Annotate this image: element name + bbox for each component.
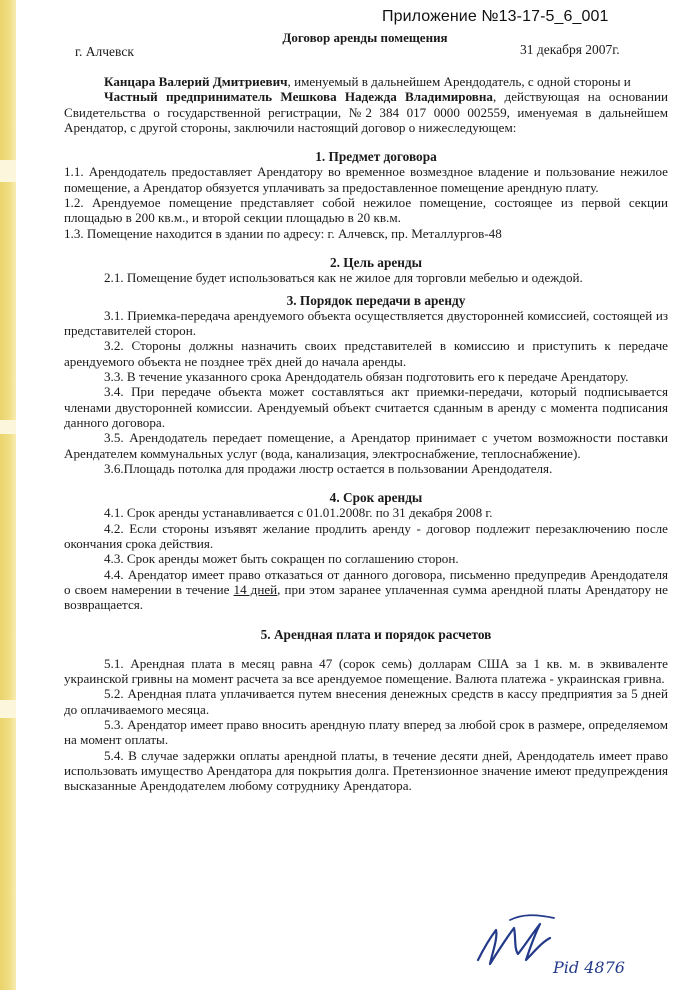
clause-3-5: 3.5. Арендодатель передает помещение, а Арендатор принимает с учетом возможности поставки Арендателем коммунальных услуг (вода, канализация, электроснабжение, теплоснабжение). [64,430,668,461]
clause-3-1: 3.1. Приемка-передача арендуемого объекта осуществляется двусторонней комиссией, состоящей из представителей сторон. [64,307,668,339]
section-4-title: 4. Срок аренды [329,490,423,506]
clause-3-6: 3.6.Площадь потолка для продажи люстр остается в пользовании Арендодателя. [104,460,553,476]
tenant-text: , действующая на основании Свидетельства о государственной регистрации, №2 384 017 0000 002559, именуемая в дальнейшем Арендатор, с другой стороны, заключили настоящий договор о нижеследующем: [64,89,668,135]
signature [470,908,565,978]
clause-5-2: 5.2. Арендная плата уплачивается путем внесения денежных средств в кассу предприятия за 5 дней до оплачиваемого месяца. [64,686,668,717]
clause-4-4 [64,567,668,613]
clause-3-3: 3.3. В течение указанного срока Арендодатель обязан подготовить его к передаче Арендатору. [104,369,629,385]
section-3-title: 3. Порядок передачи в аренду [286,292,466,308]
contract-place: г. Алчевск [75,44,134,59]
clause-1-3: 1.3. Помещение находится в здании по адресу: г. Алчевск, пр. Металлургов-48 [64,225,502,241]
contract-date: 31 декабря 2007г. [520,42,620,57]
clause-5-3: 5.3. Арендатор имеет право вносить арендную плату вперед за любой срок в размере, определяемом на момент оплаты. [64,716,668,748]
clause-1-2: 1.2. Арендуемое помещение представляет собой нежилое помещение, состоящее из первой секции площадью в 200 кв.м., и второй секции площадью в 20 кв.м. [64,195,668,226]
clause-4-4-text-a: 4.4. Арендатор имеет право отказаться от данного договора, письменно предупредив Арендодателя о своем намерении в течение [64,566,668,597]
contract-body [64,74,668,793]
handwritten-note: Рid 4876 [553,958,625,977]
document-title: Договор аренды помещения [282,30,448,45]
clause-3-4: 3.4. При передаче объекта может составляться акт приемки-передачи, который подписывается членами двусторонней комиссии. Арендуемый объект считается сданным в аренду с момента подписания данного договора. [64,384,668,430]
clause-4-1: 4.1. Срок аренды устанавливается с 01.01.2008г. по 31 декабря 2008 г. [104,505,493,521]
landlord-text: , именуемый в дальнейшем Арендодатель, с одной стороны и [287,74,631,89]
clause-5-1: 5.1. Арендная плата в месяц равна 47 (сорок семь) долларам США за 1 кв. м. в эквиваленте украинской гривны на момент расчета за все арендуемое помещение. Валюта платежа - украинская гривна. [64,655,668,687]
page-edge-strip [0,0,16,990]
clause-4-3: 4.3. Срок аренды может быть сокращен по соглашению сторон. [104,551,459,567]
clause-4-4-text-b: , при этом заранее уплаченная сумма арендной платы Арендатору не возвращается. [64,581,668,613]
clause-5-4: 5.4. В случае задержки оплаты арендной платы, в течение десяти дней, Арендодатель имеет право использовать имущество Арендатора для покрытия долга. Претензионное значение имеют предупреждения высказанные Арендодателем любому сотруднику Арендатора. [64,747,668,794]
section-5-title: 5. Арендная плата и порядок расчетов [260,626,492,642]
appendix-reference: Приложение №13-17-5_6_001 [382,8,609,25]
section-2-title: 2. Цель аренды [329,254,423,270]
intro-tenant [64,89,668,135]
intro-landlord [64,74,668,89]
clause-3-2: 3.2. Стороны должны назначить своих представителей в комиссию и приступить к передаче арендуемого объекта не позднее трёх дней до начала аренды. [64,338,668,369]
clause-4-2: 4.2. Если стороны изъявят желание продлить аренду - договор подлежит перезаключению после окончания срока действия. [64,520,668,552]
tenant-name: Частный предприниматель Мешкова Надежда Владимировна [104,89,493,105]
clause-1-1: 1.1. Арендодатель предоставляет Арендатору во временное возмездное владение и пользование нежилое помещение, а Арендатор обязуется уплачивать за предоставленное помещение арендную плату. [64,164,668,195]
section-1-title: 1. Предмет договора [315,149,437,165]
clause-2-1: 2.1. Помещение будет использоваться как не жилое для торговли мебелью и одеждой. [104,270,583,286]
notice-period: 14 дней [233,581,278,597]
landlord-name: Канцара Валерий Дмитриевич [104,74,288,89]
